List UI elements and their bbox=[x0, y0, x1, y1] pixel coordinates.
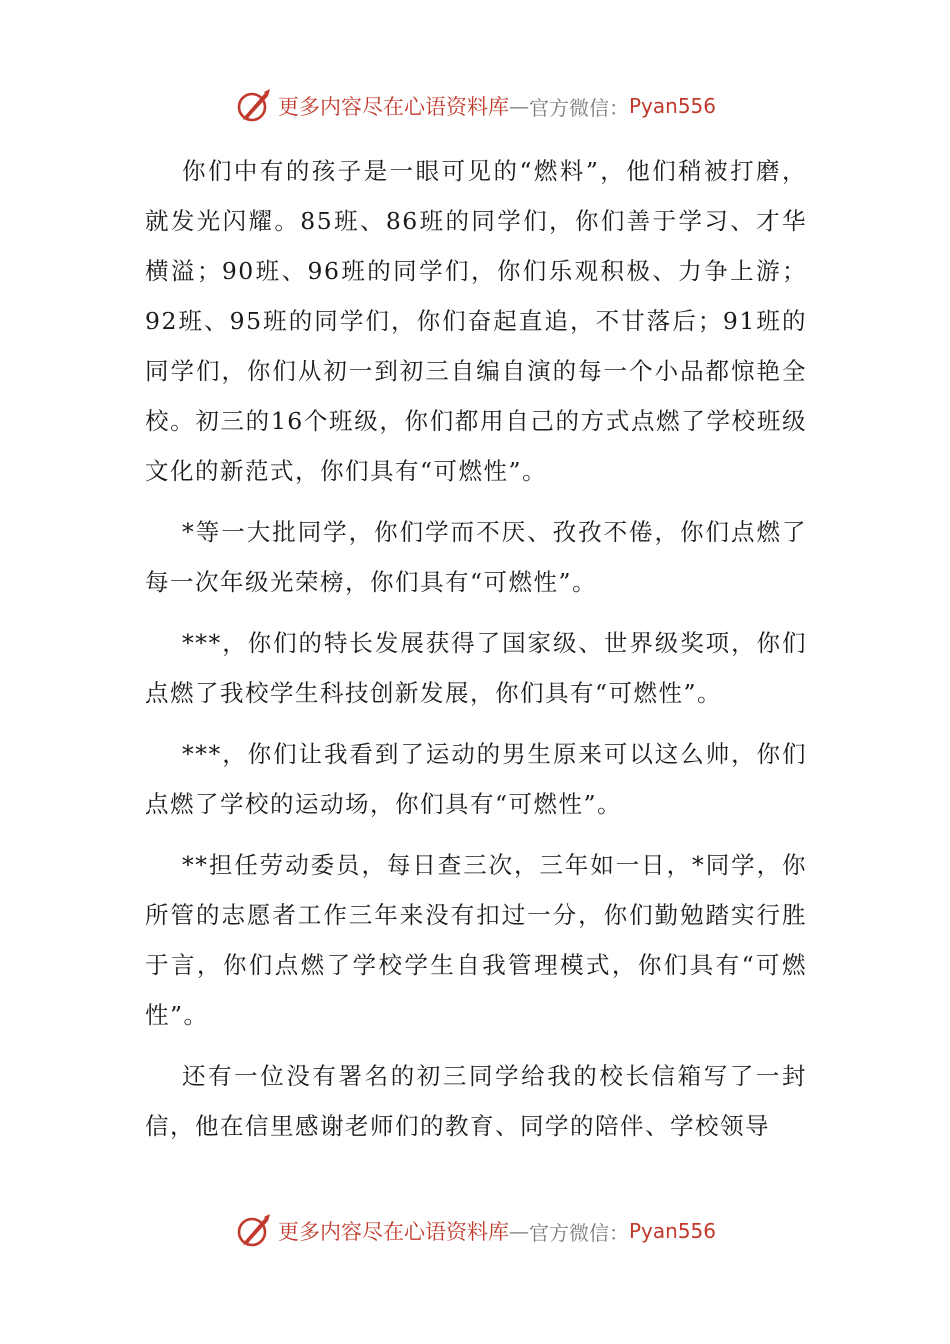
document-body bbox=[145, 146, 807, 1162]
footer-library-text: 更多内容尽在心语资料库 bbox=[277, 1220, 509, 1244]
header-dash: — bbox=[508, 94, 529, 118]
footer-wechat-label: 官方微信： bbox=[528, 1220, 629, 1245]
footer-dash: — bbox=[508, 1219, 529, 1243]
paragraph-5: **担任劳动委员，每日查三次，三年如一日，*同学，你所管的志愿者工作三年来没有扣过一分，你们勤勉踏实行胜于言，你们点燃了学校学生自我管理模式，你们具有“可燃性”。 bbox=[145, 851, 807, 1029]
header-watermark bbox=[0, 84, 950, 128]
header-library-text: 更多内容尽在心语资料库 bbox=[277, 95, 509, 119]
footer-wechat-id: Pyan556 bbox=[628, 1219, 716, 1243]
paragraph-4: ***，你们让我看到了运动的男生原来可以这么帅，你们点燃了学校的运动场，你们具有“可燃性”。 bbox=[145, 740, 807, 818]
header-wechat-label: 官方微信： bbox=[528, 95, 629, 120]
footer-watermark bbox=[0, 1209, 950, 1253]
paragraph-2: *等一大批同学，你们学而不厌、孜孜不倦，你们点燃了每一次年级光荣榜，你们具有“可燃性”。 bbox=[145, 518, 807, 596]
quill-pen-logo-icon bbox=[234, 86, 274, 126]
paragraph-6: 还有一位没有署名的初三同学给我的校长信箱写了一封信，他在信里感谢老师们的教育、同学的陪伴、学校领导 bbox=[145, 1062, 807, 1140]
quill-pen-logo-icon bbox=[234, 1211, 274, 1251]
header-wechat-id: Pyan556 bbox=[628, 94, 716, 118]
paragraph-1: 你们中有的孩子是一眼可见的“燃料”，他们稍被打磨，就发光闪耀。85班、86班的同学们，你们善于学习、才华横溢；90班、96班的同学们，你们乐观积极、力争上游；92班、95班的同学们，你们奋起直追，不甘落后；91班的同学们，你们从初一到初三自编自演的每一个小品都惊艳全校。初三的16个班级，你们都用自己的方式点燃了学校班级文化的新范式，你们具有“可燃性”。 bbox=[145, 157, 807, 485]
paragraph-3: ***，你们的特长发展获得了国家级、世界级奖项，你们点燃了我校学生科技创新发展，你们具有“可燃性”。 bbox=[145, 629, 807, 707]
